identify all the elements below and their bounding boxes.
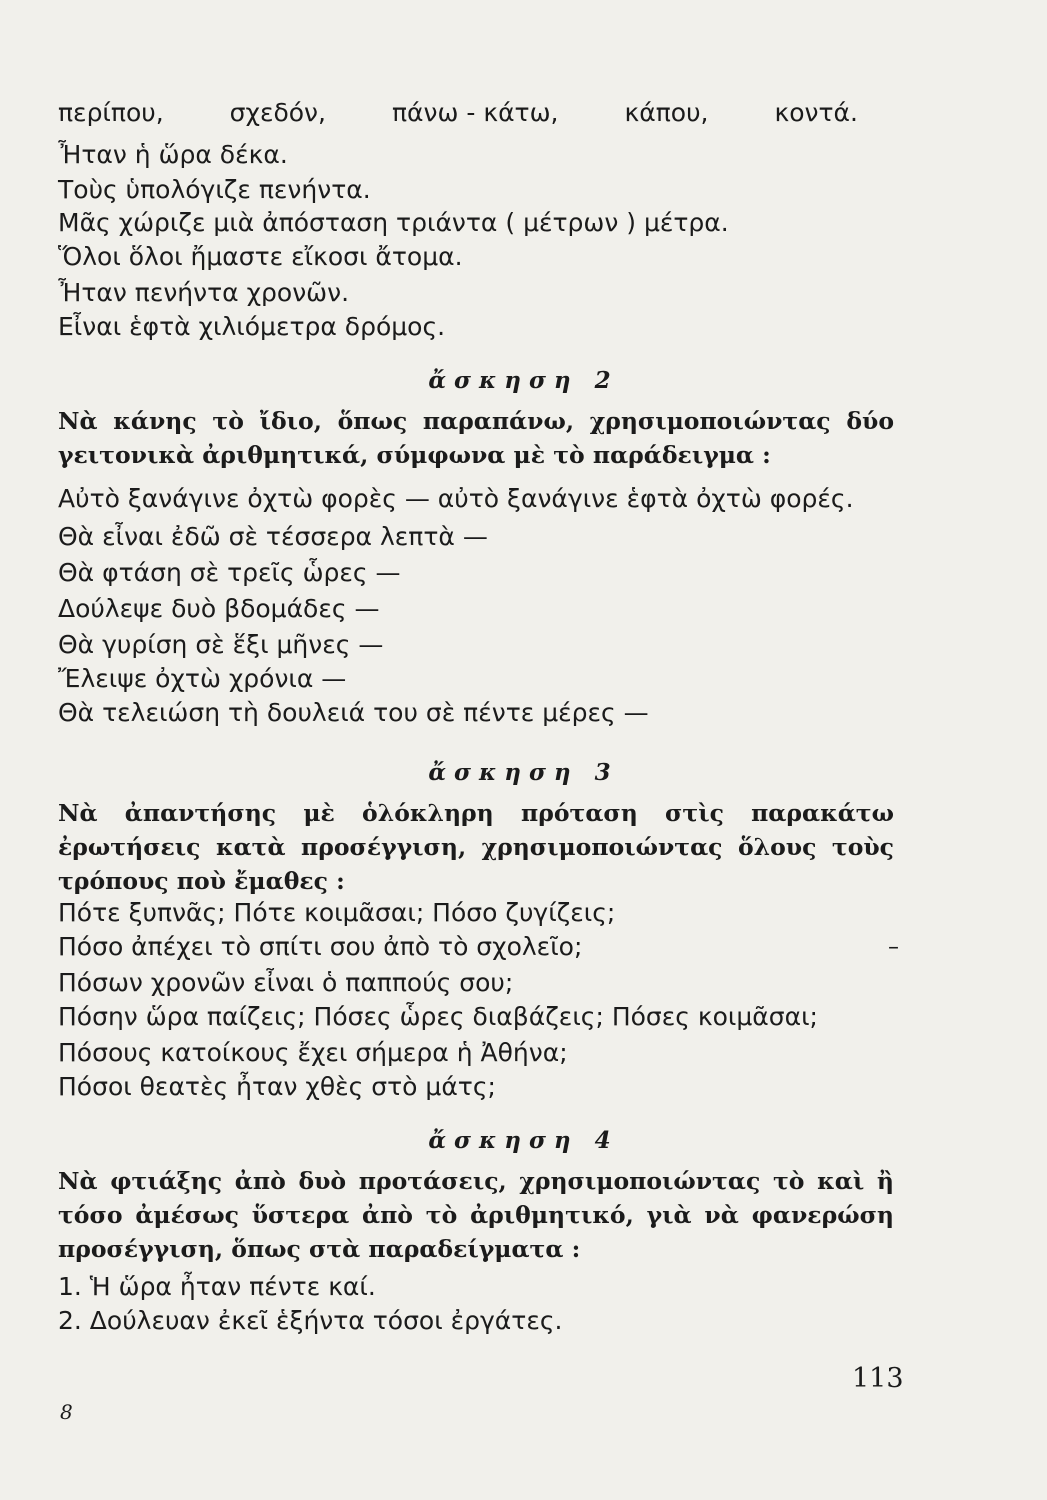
page-number: 113 [852, 1363, 904, 1394]
word: πάνω - κάτω, [392, 98, 559, 127]
exercise-3-line: Πόσων χρονῶν εἶναι ὁ παππούς σου; [58, 968, 514, 997]
exercise-2-line: Θὰ εἶναι ἐδῶ σὲ τέσσερα λεπτὰ — [58, 522, 488, 551]
intro-line: Ὅλοι ὅλοι ἤμαστε εἴκοσι ἄτομα. [58, 242, 463, 271]
intro-line: Τοὺς ὑπολόγιζε πενήντα. [58, 175, 371, 204]
exercise-4-heading: ἄσκηση 4 [428, 1127, 619, 1154]
exercise-2-line: Θὰ γυρίση σὲ ἕξι μῆνες — [58, 630, 384, 659]
exercise-2-line: Θὰ φτάση σὲ τρεῖς ὧρες — [58, 558, 401, 587]
exercise-3-line: Πόσους κατοίκους ἔχει σήμερα ἡ Ἀθήνα; [58, 1038, 568, 1067]
exercise-2-instruction: Νὰ κάνης τὸ ἴδιο, ὅπως παραπάνω, χρησιμοποιώντας δύο γειτονικὰ ἀριθμητικά, σύμφωνα μὲ τὸ παράδειγμα : [58, 407, 894, 469]
margin-dash: – [888, 935, 899, 960]
exercise-2-line: Αὐτὸ ξανάγινε ὀχτὼ φορὲς — αὐτὸ ξανάγινε ἑφτὰ ὀχτὼ φορές. [58, 484, 854, 513]
exercise-2-heading: ἄσκηση 2 [428, 367, 619, 394]
exercise-3-line: Πότε ξυπνᾶς; Πότε κοιμᾶσαι; Πόσο ζυγίζεις; [58, 898, 616, 927]
exercise-3-line: Πόσο ἀπέχει τὸ σπίτι σου ἀπὸ τὸ σχολεῖο; [58, 932, 583, 961]
exercise-2-line: Ἔλειψε ὀχτὼ χρόνια — [58, 664, 347, 693]
exercise-2-line: Θὰ τελειώση τὴ δουλειά του σὲ πέντε μέρες — [58, 698, 649, 727]
word: κάπου, [624, 98, 709, 127]
intro-line: Εἶναι ἑφτὰ χιλιόμετρα δρόμος. [58, 312, 446, 341]
exercise-4-instruction: Νὰ φτιάξης ἀπὸ δυὸ προτάσεις, χρησιμοποιώντας τὸ καὶ ἢ τόσο ἀμέσως ὕστερα ἀπὸ τὸ ἀριθμητικό, γιὰ νὰ φανερώση προσέγγιση, ὅπως στὰ παραδείγματα : [58, 1167, 894, 1263]
exercise-4-line: 1. Ἡ ὥρα ἦταν πέντε καί. [58, 1272, 376, 1301]
exercise-3-line: Πόσην ὥρα παίζεις; Πόσες ὧρες διαβάζεις; Πόσες κοιμᾶσαι; [58, 1002, 818, 1031]
word: σχεδόν, [229, 98, 326, 127]
signature-mark: 8 [60, 1400, 73, 1424]
exercise-3-heading: ἄσκηση 3 [428, 759, 619, 786]
intro-line: Ἦταν πενήντα χρονῶν. [58, 278, 350, 307]
word: κοντά. [774, 98, 858, 127]
intro-line: Μᾶς χώριζε μιὰ ἀπόσταση τριάντα ( μέτρων ) μέτρα. [58, 208, 729, 237]
exercise-3-line: Πόσοι θεατὲς ἦταν χθὲς στὸ μάτς; [58, 1072, 496, 1101]
approximation-words-row [58, 98, 858, 128]
word: περίπου, [58, 98, 164, 127]
exercise-3-instruction: Νὰ ἀπαντήσης μὲ ὁλόκληρη πρόταση στὶς παρακάτω ἐρωτήσεις κατὰ προσέγγιση, χρησιμοποιώντας ὅλους τοὺς τρόπους ποὺ ἔμαθες : [58, 799, 894, 895]
exercise-4-line: 2. Δούλευαν ἐκεῖ ἑξήντα τόσοι ἐργάτες. [58, 1306, 563, 1335]
exercise-2-line: Δούλεψε δυὸ βδομάδες — [58, 594, 380, 623]
intro-line: Ἦταν ἡ ὥρα δέκα. [58, 140, 288, 169]
